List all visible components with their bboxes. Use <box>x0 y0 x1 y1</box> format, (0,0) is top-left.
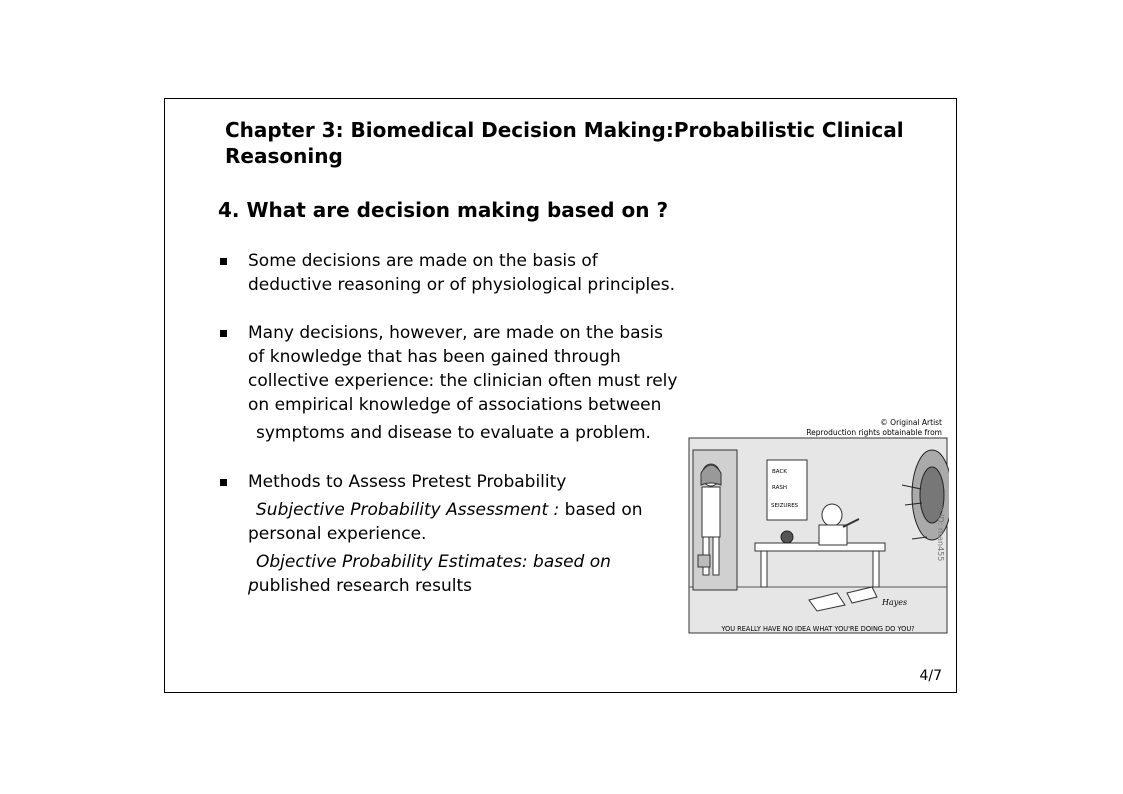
bullet-marker <box>220 479 227 486</box>
bullet-line: personal experience. <box>248 524 427 544</box>
cartoon-credit-1: © Original Artist <box>880 418 942 427</box>
chapter-title-line-2: Reasoning <box>225 144 343 168</box>
chart-note-2: RASH <box>772 485 787 491</box>
bullet-line: Methods to Assess Pretest Probability <box>248 472 567 492</box>
section-heading: 4. What are decision making based on ? <box>218 198 669 222</box>
bullet-marker <box>220 258 227 265</box>
page-number: 4/7 <box>919 668 942 684</box>
bullet-text <box>248 321 698 445</box>
cartoon-caption: YOU REALLY HAVE NO IDEA WHAT YOU'RE DOING DO YOU? <box>721 625 915 633</box>
desk-leg <box>761 551 767 587</box>
cartoon-image <box>687 415 949 647</box>
chart-note-3: SEIZURES <box>771 503 799 509</box>
cartoon-credit-2: Reproduction rights obtainable from <box>806 428 942 437</box>
desk-leg <box>873 551 879 587</box>
bullet-line: of knowledge that has been gained through <box>248 347 621 367</box>
cartoon-side-text: search ID: rhan455 <box>936 485 945 562</box>
artist-signature: Hayes <box>882 598 908 607</box>
bullet-line: deductive reasoning or of physiological principles. <box>248 275 675 295</box>
bullet-marker <box>220 330 227 337</box>
subjective-label: Subjective Probability Assessment : <box>256 500 560 520</box>
slide <box>164 98 957 693</box>
objective-line-2 <box>248 574 698 598</box>
bullet-line: Many decisions, however, are made on the basis <box>248 323 663 343</box>
chapter-title-line-1: Chapter 3: Biomedical Decision Making:Probabilistic Clinical <box>225 118 904 142</box>
objective-line: Objective Probability Estimates: based on <box>256 552 611 572</box>
bullet-line: collective experience: the clinician often must rely <box>248 371 678 391</box>
subjective-line <box>248 498 698 522</box>
desk-phone <box>781 531 793 543</box>
bullet-line: on empirical knowledge of associations between <box>248 395 662 415</box>
bullet-line: Some decisions are made on the basis of <box>248 251 598 271</box>
objective-rest: ublished research results <box>258 576 472 596</box>
subjective-rest: based on <box>559 500 643 520</box>
bullet-text <box>248 470 698 598</box>
bullet-text <box>248 249 698 297</box>
chapter-title <box>225 117 925 169</box>
bullet-line: symptoms and disease to evaluate a problem. <box>256 423 651 443</box>
objective-p: p <box>248 576 259 596</box>
chart-note-1: BACK <box>772 469 787 475</box>
